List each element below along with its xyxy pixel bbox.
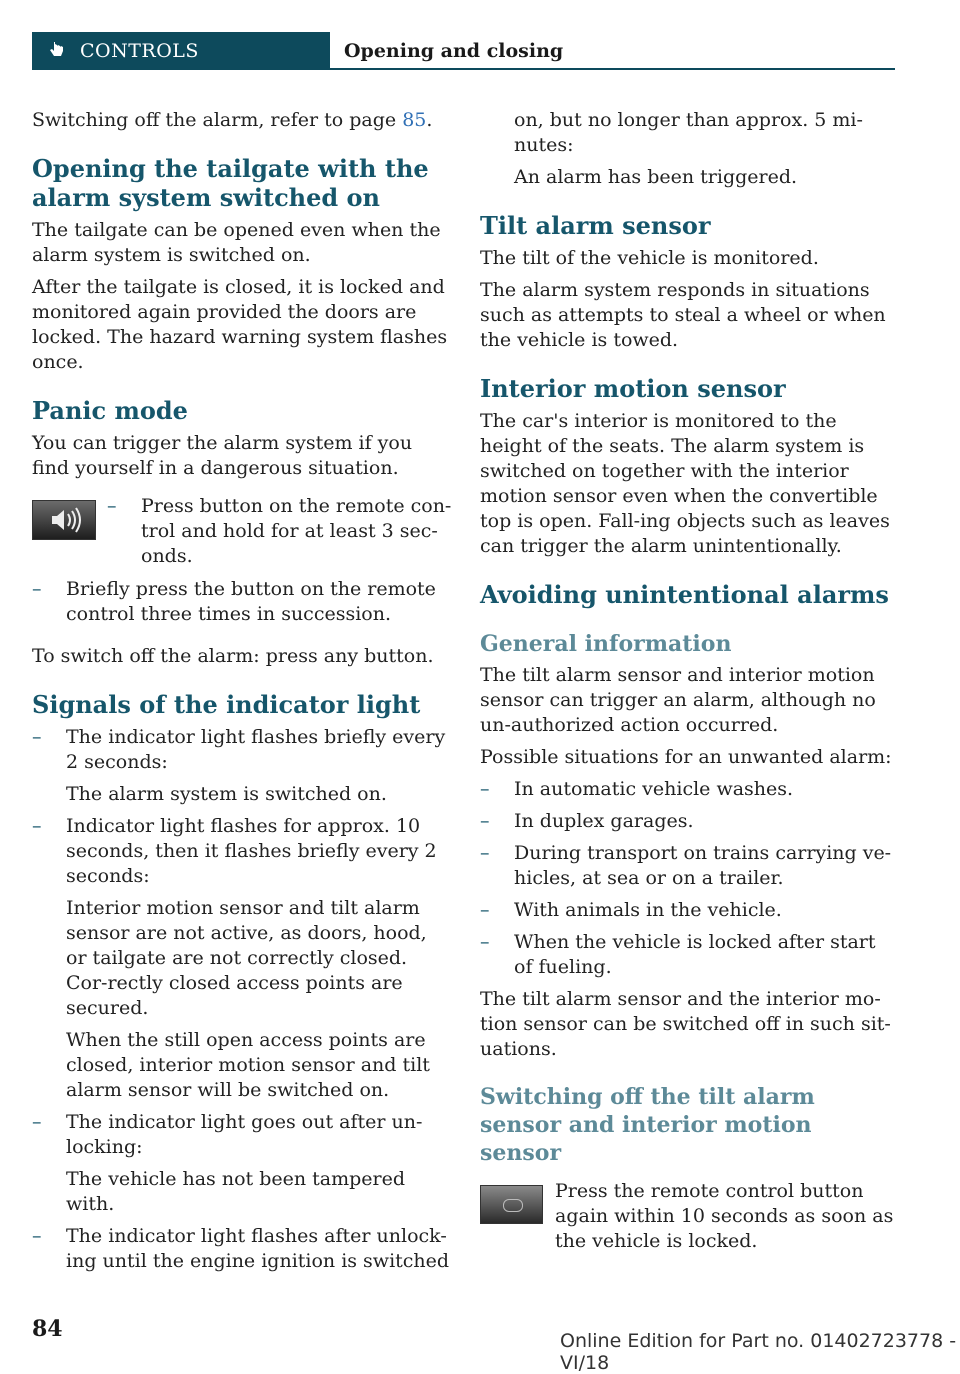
list-item: – The indicator light flashes after unlock-ing until the engine ignition is switched xyxy=(32,1225,450,1272)
hand-pointer-icon xyxy=(46,41,66,61)
edition-footer: Online Edition for Part no. 01402723778 - VI/18 xyxy=(560,1330,957,1374)
list-item-detail: The vehicle has not been tampered with. xyxy=(66,1168,405,1215)
page-header xyxy=(32,32,895,70)
paragraph: The tilt alarm sensor and interior motion sensor can trigger an alarm, although no un-authorized action occurred. xyxy=(480,664,876,736)
list-item: – Indicator light flashes for approx. 10 seconds, then it flashes briefly every 2 seconds: xyxy=(32,815,437,887)
list-item: – Briefly press the button on the remote control three times in succession. xyxy=(32,578,436,625)
paragraph: The tailgate can be opened even when the alarm system is switched on. xyxy=(32,219,441,266)
mini-logo xyxy=(503,1199,523,1212)
section-tab xyxy=(32,32,330,70)
mini-logo-button-icon xyxy=(480,1185,543,1224)
list-item-detail: Interior motion sensor and tilt alarm sensor are not active, as doors, hood, or tailgate are not correctly closed. Cor-rectly closed access points are secured. xyxy=(66,897,427,1019)
heading-interior-sensor: Interior motion sensor xyxy=(480,374,786,403)
list-item: – With animals in the vehicle. xyxy=(480,899,782,921)
left-column xyxy=(32,108,450,1274)
heading-tailgate: Opening the tailgate with the alarm system switched on xyxy=(32,154,429,212)
list-item: – When the vehicle is locked after start of fueling. xyxy=(480,931,876,978)
list-item: – The indicator light goes out after un-locking: xyxy=(32,1111,423,1158)
list-item: – In duplex garages. xyxy=(480,810,694,832)
list-item-detail: The alarm system is switched on. xyxy=(66,783,387,805)
paragraph: The alarm system responds in situations such as attempts to steal a wheel or when the vehicle is towed. xyxy=(480,279,886,351)
paragraph: The tilt alarm sensor and the interior mo-tion sensor can be switched off in such sit-uations. xyxy=(480,988,891,1060)
paragraph: After the tailgate is closed, it is locked and monitored again provided the doors are locked. The hazard warning system flashes once. xyxy=(32,276,448,373)
panic-button-image xyxy=(32,500,96,540)
paragraph: Possible situations for an unwanted alarm: xyxy=(480,746,892,768)
right-column xyxy=(480,108,898,1255)
list-item: – In automatic vehicle washes. xyxy=(480,778,794,800)
alarm-reference: Switching off the alarm, refer to page 85. xyxy=(32,109,433,131)
header-divider xyxy=(330,68,895,70)
heading-avoiding-alarms: Avoiding unintentional alarms xyxy=(480,580,889,609)
page-number: 84 xyxy=(32,1316,63,1342)
heading-signals: Signals of the indicator light xyxy=(32,690,421,719)
heading-general-information: General information xyxy=(480,631,732,657)
remote-button-row xyxy=(480,1179,898,1255)
chapter-title: Opening and closing xyxy=(344,40,564,62)
list-item-detail: When the still open access points are closed, interior motion sensor and tilt alarm sensor will be switched on. xyxy=(66,1029,430,1101)
list-item: – The indicator light flashes briefly every 2 seconds: xyxy=(32,726,446,773)
heading-tilt-sensor: Tilt alarm sensor xyxy=(480,211,711,240)
heading-switching-off-sensors: Switching off the tilt alarm sensor and interior motion sensor xyxy=(480,1084,815,1166)
speaker-icon xyxy=(33,501,95,539)
list-item-continuation: on, but no longer than approx. 5 mi-nutes: xyxy=(514,109,863,156)
paragraph: Press the remote control button again within 10 seconds as soon as the vehicle is locked. xyxy=(555,1180,894,1252)
list-item: – During transport on trains carrying ve-hicles, at sea or on a trailer. xyxy=(480,842,892,889)
page-link[interactable]: 85 xyxy=(402,109,427,131)
paragraph: You can trigger the alarm system if you find yourself in a dangerous situation. xyxy=(32,432,413,479)
list-item-detail: An alarm has been triggered. xyxy=(514,166,798,188)
paragraph: The tilt of the vehicle is monitored. xyxy=(480,247,819,269)
section-label: CONTROLS xyxy=(80,40,199,62)
panic-button-row xyxy=(32,494,450,570)
list-item: – Press button on the remote con-trol and hold for at least 3 sec-onds. xyxy=(107,495,452,567)
paragraph: To switch off the alarm: press any button. xyxy=(32,645,434,667)
paragraph: The car's interior is monitored to the height of the seats. The alarm system is switched on together with the interior motion sensor even when the convertible top is open. Fall-ing objects such as leaves can trigger the alarm unintentionally. xyxy=(480,410,890,557)
heading-panic-mode: Panic mode xyxy=(32,396,188,425)
